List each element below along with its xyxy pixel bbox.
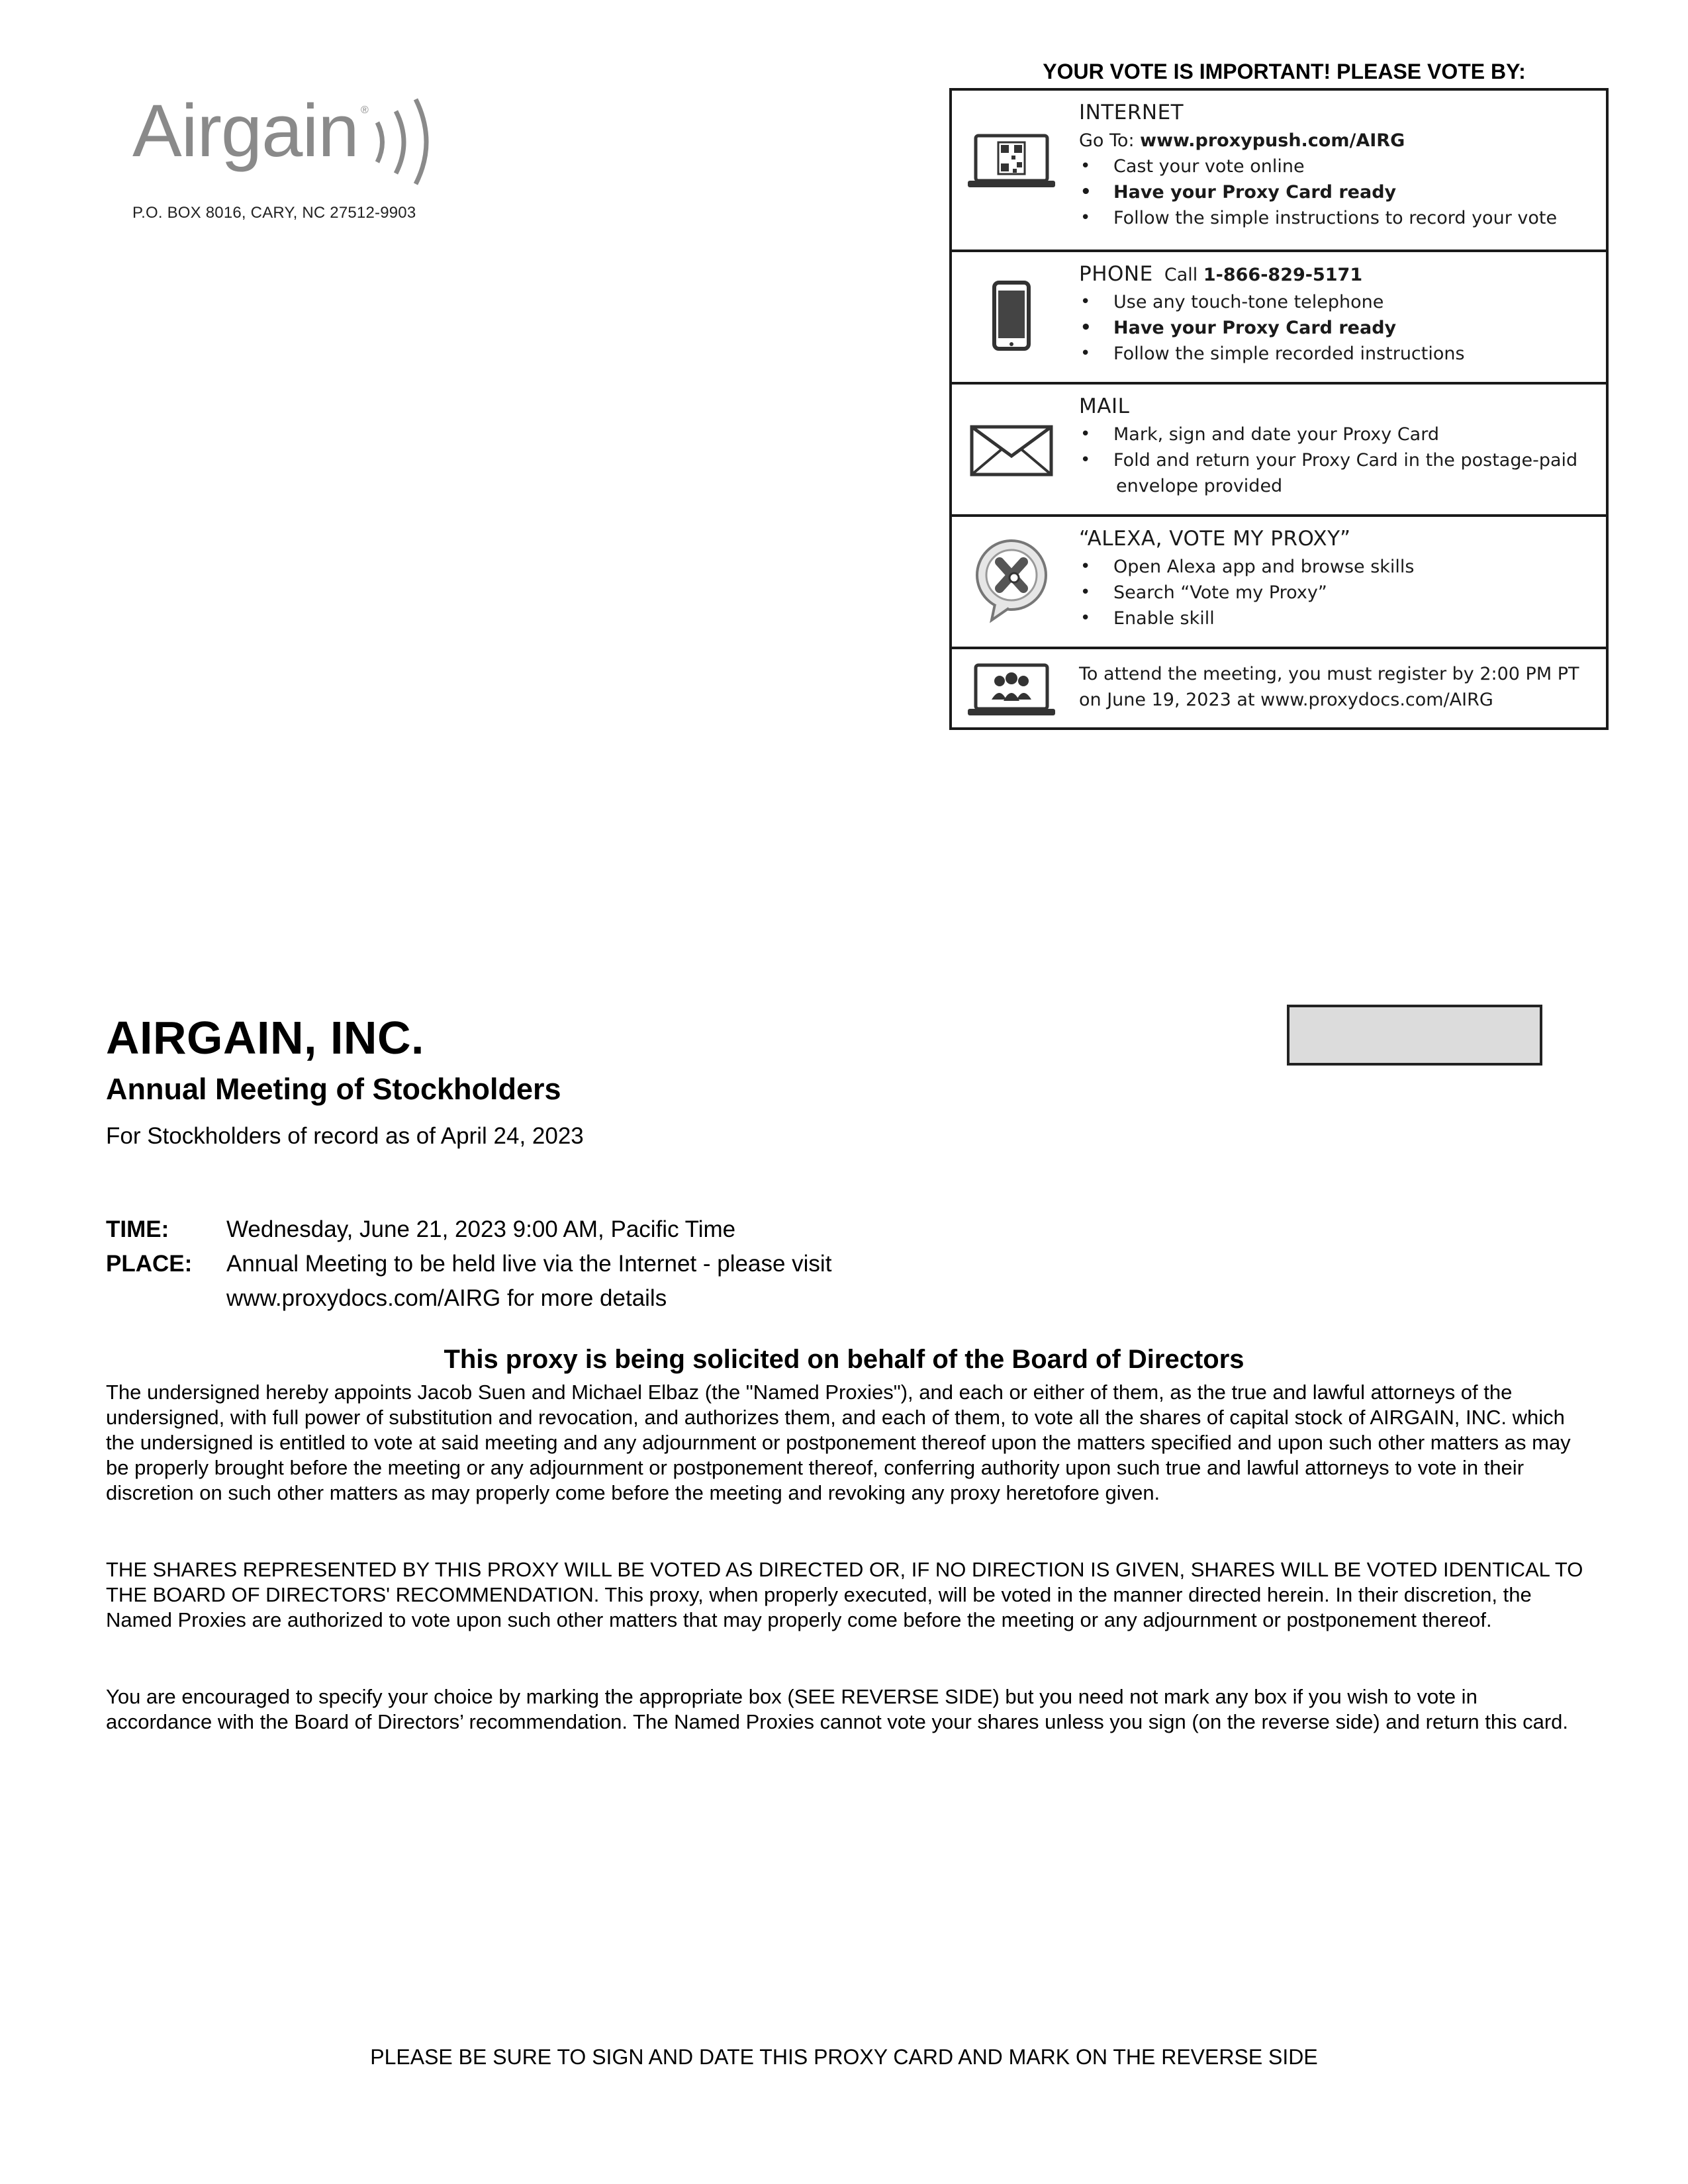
place-label: PLACE:: [106, 1251, 193, 1277]
signal-waves-icon: [364, 93, 463, 185]
airgain-logo: [132, 89, 463, 185]
sign-reminder-footer: PLEASE BE SURE TO SIGN AND DATE THIS PROXY CARD AND MARK ON THE REVERSE SIDE: [370, 2045, 1318, 2069]
vote-method-attend: [952, 649, 1606, 730]
appointment-paragraph: The undersigned hereby appoints Jacob Suen and Michael Elbaz (the "Named Proxies"), and each or either of them, as the true and lawful attorneys of the undersigned, with full power of substitution and revocation, and authorizes them, and each of them, to vote all the shares of capital stock of AIRGAIN, INC. which the undersigned is entitled to vote at said meeting and any adjournment or postponement thereof upon the matters specified and upon such other matters as may be properly brought before the meeting or any adjournment or postponement thereof, conferring authority upon such true and lawful attorneys to vote in their discretion on such other matters as may properly come before the meeting and revoking any proxy heretofore given.: [106, 1381, 1571, 1504]
list-item: • Enable skill: [1079, 606, 1593, 631]
meeting-title: Annual Meeting of Stockholders: [106, 1072, 561, 1106]
vote-method-phone: [952, 252, 1606, 385]
vote-method-alexa: [952, 517, 1606, 649]
list-item: • Search “Vote my Proxy”: [1079, 580, 1593, 606]
internet-instructions: [1079, 97, 1593, 231]
laptop-qr-code-icon: [965, 122, 1058, 215]
list-item: • Open Alexa app and browse skills: [1079, 554, 1593, 580]
instructions-paragraph: You are encouraged to specify your choice by marking the appropriate box (SEE REVERSE SIDE) but you need not mark any box if you wish to vote in accordance with the Board of Directors’ recommendation. The Named Proxies cannot vote your shares unless you sign (on the reverse side) and return this card.: [106, 1685, 1568, 1733]
vote-method-internet: [952, 91, 1606, 252]
attend-instructions: [1079, 661, 1593, 713]
place-value-line-2: www.proxydocs.com/AIRG for more details: [226, 1285, 667, 1311]
phone-title: PHONE: [1079, 262, 1153, 286]
list-item: envelope provided: [1116, 476, 1283, 496]
mailing-address: P.O. BOX 8016, CARY, NC 27512-9903: [132, 204, 416, 222]
time-label: TIME:: [106, 1216, 169, 1242]
logo-registered-mark: ®: [361, 105, 369, 116]
control-number-box: [1287, 1005, 1542, 1066]
alexa-speech-bubble-icon: [965, 531, 1058, 624]
attend-line-2: on June 19, 2023 at www.proxydocs.com/AIRG: [1079, 690, 1493, 710]
laptop-meeting-attendees-icon: [965, 645, 1058, 738]
alexa-instructions: [1079, 523, 1593, 631]
vote-method-mail: [952, 385, 1606, 517]
list-item: • Use any touch-tone telephone: [1079, 289, 1593, 315]
vote-heading: YOUR VOTE IS IMPORTANT! PLEASE VOTE BY:: [1043, 60, 1526, 83]
phone-call-label: Call: [1164, 265, 1203, 285]
voting-methods-box: [949, 88, 1609, 730]
logo-wordmark: Airgain: [132, 89, 359, 172]
mail-instructions: [1079, 391, 1593, 499]
list-item: • Follow the simple instructions to record your vote: [1079, 205, 1593, 231]
mail-title: MAIL: [1079, 394, 1130, 418]
internet-title: INTERNET: [1079, 101, 1184, 124]
list-item: • Have your Proxy Card ready: [1079, 179, 1593, 205]
phone-instructions: [1079, 259, 1593, 367]
envelope-icon: [965, 403, 1058, 496]
place-value-line-1: Annual Meeting to be held live via the Internet - please visit: [226, 1251, 832, 1277]
list-item: • Mark, sign and date your Proxy Card: [1079, 422, 1593, 447]
list-item: • Follow the simple recorded instructions: [1079, 341, 1593, 367]
record-date: For Stockholders of record as of April 24, 2023: [106, 1123, 584, 1149]
internet-goto-label: Go To:: [1079, 130, 1141, 151]
attend-line-1: To attend the meeting, you must register by 2:00 PM PT: [1079, 664, 1579, 684]
time-value: Wednesday, June 21, 2023 9:00 AM, Pacific Time: [226, 1216, 736, 1242]
list-item: • Have your Proxy Card ready: [1079, 315, 1593, 341]
company-name: AIRGAIN, INC.: [106, 1012, 424, 1064]
list-item: • Fold and return your Proxy Card in the postage-paid: [1079, 447, 1593, 473]
solicitation-heading: This proxy is being solicited on behalf of the Board of Directors: [444, 1345, 1244, 1374]
mobile-phone-icon: [965, 271, 1058, 363]
alexa-title: “ALEXA, VOTE MY PROXY”: [1079, 527, 1351, 551]
list-item: • Cast your vote online: [1079, 154, 1593, 179]
proxypush-link[interactable]: www.proxypush.com/AIRG: [1140, 130, 1405, 151]
phone-number[interactable]: 1-866-829-5171: [1203, 265, 1363, 285]
shares-voting-paragraph: THE SHARES REPRESENTED BY THIS PROXY WILL BE VOTED AS DIRECTED OR, IF NO DIRECTION IS GIVEN, SHARES WILL BE VOTED IDENTICAL TO THE BOARD OF DIRECTORS' RECOMMENDATION. This proxy, when properly executed, will be voted in the manner directed herein. In their discretion, the Named Proxies are authorized to vote upon such other matters that may properly come before the meeting or any adjournment or postponement thereof.: [106, 1558, 1583, 1631]
